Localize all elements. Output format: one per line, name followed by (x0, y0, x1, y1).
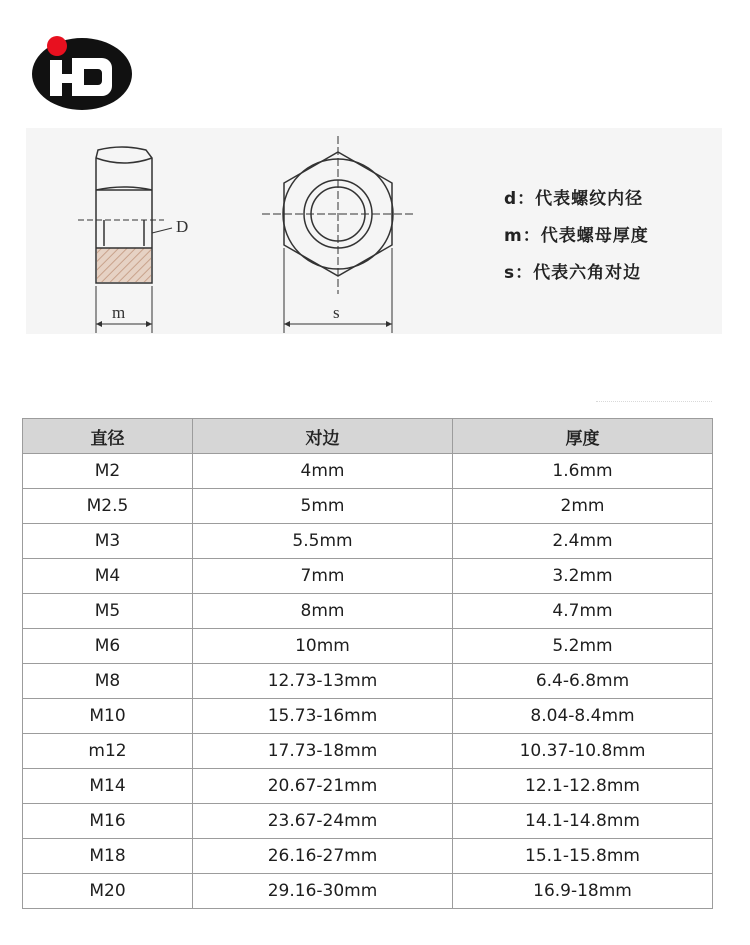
cell-diameter: M5 (23, 594, 193, 629)
cell-thickness: 2.4mm (453, 524, 713, 559)
cell-across-flats: 29.16-30mm (193, 874, 453, 909)
table-row (23, 489, 713, 524)
hex-nut-drawings (26, 128, 446, 334)
cell-diameter: M18 (23, 839, 193, 874)
table-row (23, 734, 713, 769)
cell-thickness: 14.1-14.8mm (453, 804, 713, 839)
cell-thickness: 12.1-12.8mm (453, 769, 713, 804)
cell-thickness: 2mm (453, 489, 713, 524)
cell-diameter: M16 (23, 804, 193, 839)
table-row (23, 664, 713, 699)
cell-diameter: M6 (23, 629, 193, 664)
cell-thickness: 5.2mm (453, 629, 713, 664)
legend-item-m: m：代表螺母厚度 (504, 226, 649, 246)
cell-across-flats: 17.73-18mm (193, 734, 453, 769)
cell-diameter: M14 (23, 769, 193, 804)
cell-across-flats: 7mm (193, 559, 453, 594)
cell-diameter: M2 (23, 454, 193, 489)
cell-across-flats: 5.5mm (193, 524, 453, 559)
cell-diameter: M4 (23, 559, 193, 594)
cell-across-flats: 12.73-13mm (193, 664, 453, 699)
cell-diameter: M20 (23, 874, 193, 909)
cell-across-flats: 23.67-24mm (193, 804, 453, 839)
brand-logo-icon (28, 24, 134, 112)
cell-thickness: 3.2mm (453, 559, 713, 594)
cell-diameter: M3 (23, 524, 193, 559)
diagram-legend (504, 186, 649, 297)
table-row (23, 594, 713, 629)
table-row (23, 524, 713, 559)
cell-across-flats: 20.67-21mm (193, 769, 453, 804)
table-row (23, 804, 713, 839)
header-diameter: 直径 (23, 419, 193, 454)
divider (596, 401, 712, 402)
cell-across-flats: 15.73-16mm (193, 699, 453, 734)
cell-diameter: M2.5 (23, 489, 193, 524)
cell-across-flats: 8mm (193, 594, 453, 629)
cell-across-flats: 4mm (193, 454, 453, 489)
table-row (23, 559, 713, 594)
header-thickness: 厚度 (453, 419, 713, 454)
cell-thickness: 16.9-18mm (453, 874, 713, 909)
cell-diameter: M10 (23, 699, 193, 734)
table-row (23, 699, 713, 734)
cell-thickness: 10.37-10.8mm (453, 734, 713, 769)
cell-across-flats: 26.16-27mm (193, 839, 453, 874)
table-header-row (23, 419, 713, 454)
cell-across-flats: 5mm (193, 489, 453, 524)
cell-thickness: 4.7mm (453, 594, 713, 629)
cell-thickness: 8.04-8.4mm (453, 699, 713, 734)
legend-item-s: s：代表六角对边 (504, 263, 642, 283)
cell-diameter: M8 (23, 664, 193, 699)
cell-thickness: 6.4-6.8mm (453, 664, 713, 699)
cell-across-flats: 10mm (193, 629, 453, 664)
cell-diameter: m12 (23, 734, 193, 769)
table-row (23, 769, 713, 804)
label-m: m (112, 303, 126, 322)
cell-thickness: 1.6mm (453, 454, 713, 489)
header-across-flats: 对边 (193, 419, 453, 454)
table-row (23, 839, 713, 874)
cell-thickness: 15.1-15.8mm (453, 839, 713, 874)
label-d: D (176, 217, 189, 236)
nut-diagram-panel (26, 128, 722, 334)
table-row (23, 874, 713, 909)
table-row (23, 454, 713, 489)
label-s: s (333, 303, 340, 322)
table-row (23, 629, 713, 664)
legend-item-d: d：代表螺纹内径 (504, 189, 644, 209)
nut-size-table (22, 418, 713, 909)
